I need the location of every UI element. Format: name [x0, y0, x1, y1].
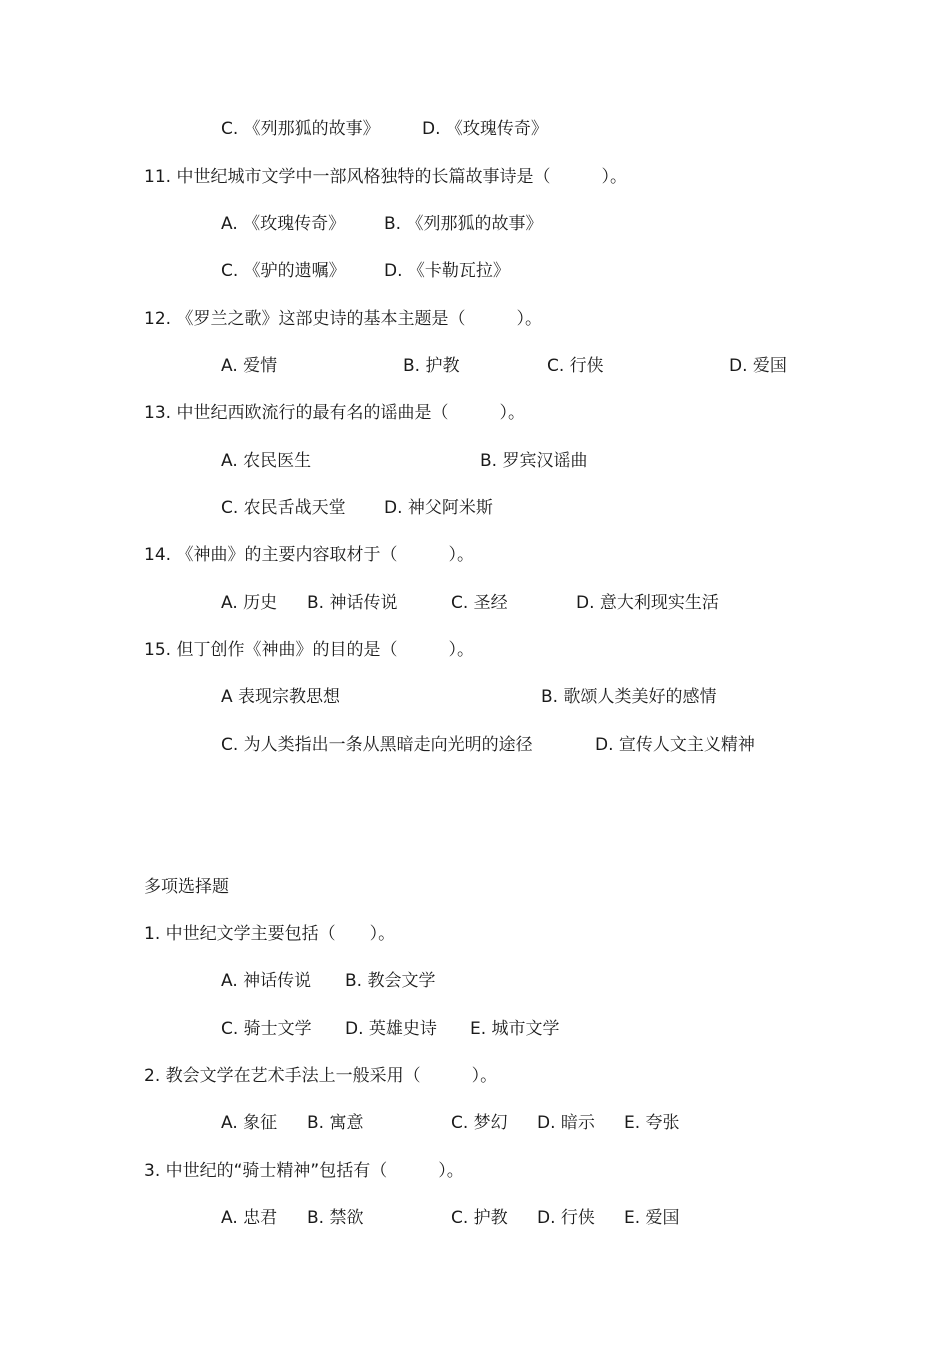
question-11-stem: 11. 中世纪城市文学中一部风格独特的长篇故事诗是（ ）。: [144, 167, 627, 187]
q14-option-c: C. 圣经: [451, 593, 508, 613]
q13-option-c: C. 农民舌战天堂: [221, 498, 346, 518]
question-12-stem: 12. 《罗兰之歌》这部史诗的基本主题是（ ）。: [144, 309, 542, 329]
q11-option-b: B. 《列那狐的故事》: [384, 214, 543, 234]
q13-option-d: D. 神父阿米斯: [384, 498, 493, 518]
m1-option-b: B. 教会文学: [345, 971, 436, 991]
question-15-stem: 15. 但丁创作《神曲》的目的是（ ）。: [144, 640, 474, 660]
section-heading: 多项选择题: [144, 877, 229, 897]
m2-option-a: A. 象征: [221, 1113, 278, 1133]
question-13-stem: 13. 中世纪西欧流行的最有名的谣曲是（ ）。: [144, 403, 525, 423]
q11-option-a: A. 《玫瑰传奇》: [221, 214, 346, 234]
m3-option-b: B. 禁欲: [307, 1208, 364, 1228]
q13-option-a: A. 农民医生: [221, 451, 312, 471]
m2-option-b: B. 寓意: [307, 1113, 364, 1133]
q12-option-a: A. 爱情: [221, 356, 278, 376]
q15-option-b: B. 歌颂人类美好的感情: [541, 687, 717, 707]
q11-option-c: C. 《驴的遗嘱》: [221, 261, 346, 281]
m2-option-c: C. 梦幻: [451, 1113, 508, 1133]
m1-option-c: C. 骑士文学: [221, 1019, 312, 1039]
q14-option-b: B. 神话传说: [307, 593, 398, 613]
q11-option-d: D. 《卡勒瓦拉》: [384, 261, 510, 281]
q14-option-d: D. 意大利现实生活: [576, 593, 719, 613]
q12-option-d: D. 爱国: [729, 356, 787, 376]
multi-question-1-stem: 1. 中世纪文学主要包括（ ）。: [144, 924, 396, 944]
m3-option-d: D. 行侠: [537, 1208, 595, 1228]
q12-option-b: B. 护教: [403, 356, 460, 376]
multi-question-3-stem: 3. 中世纪的“骑士精神”包括有（ ）。: [144, 1161, 464, 1181]
q15-option-a: A 表现宗教思想: [221, 687, 341, 707]
m2-option-e: E. 夸张: [624, 1113, 680, 1133]
q13-option-b: B. 罗宾汉谣曲: [480, 451, 588, 471]
m3-option-a: A. 忠君: [221, 1208, 278, 1228]
question-14-stem: 14. 《神曲》的主要内容取材于（ ）。: [144, 545, 474, 565]
q14-option-a: A. 历史: [221, 593, 278, 613]
m1-option-a: A. 神话传说: [221, 971, 312, 991]
option-d: D. 《玫瑰传奇》: [422, 119, 548, 139]
q15-option-d: D. 宣传人文主义精神: [595, 735, 755, 755]
m3-option-e: E. 爱国: [624, 1208, 680, 1228]
q15-option-c: C. 为人类指出一条从黑暗走向光明的途径: [221, 735, 533, 755]
multi-question-2-stem: 2. 教会文学在艺术手法上一般采用（ ）。: [144, 1066, 498, 1086]
m1-option-e: E. 城市文学: [470, 1019, 560, 1039]
m2-option-d: D. 暗示: [537, 1113, 595, 1133]
q12-option-c: C. 行侠: [547, 356, 604, 376]
option-c: C. 《列那狐的故事》: [221, 119, 380, 139]
m3-option-c: C. 护教: [451, 1208, 508, 1228]
m1-option-d: D. 英雄史诗: [345, 1019, 437, 1039]
